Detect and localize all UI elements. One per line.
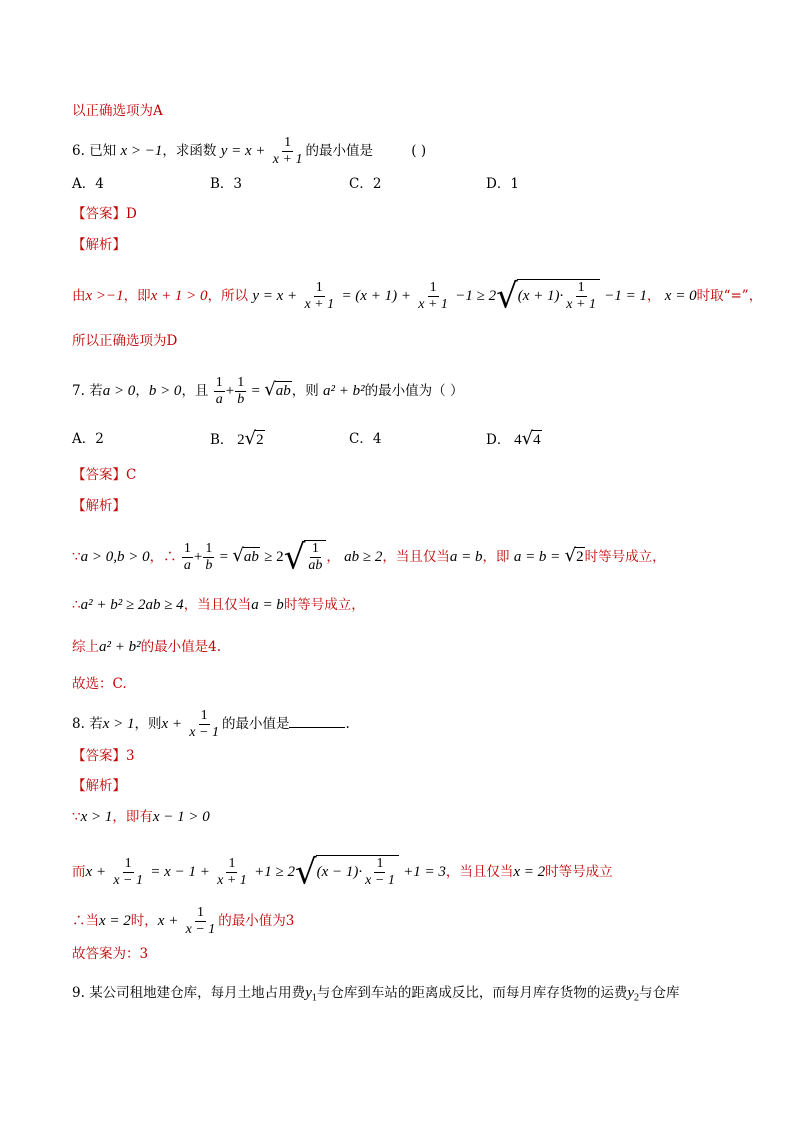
question-6: 6. 已知 x > −1，求函数 y = x + $\frac{1}{x + 1}$ 的最小值是 ( ) xyxy=(72,135,427,167)
option-b: B．3 xyxy=(210,176,243,192)
solution-7-line2: ∴a² + b² ≥ 2ab ≥ 4，当且仅当a = b时等号成立， xyxy=(72,597,365,613)
choice-7: 故选：C. xyxy=(72,676,127,692)
answer-statement: 以正确选项为A xyxy=(72,103,163,119)
solution-7-line1: ∵a > 0,b > 0，∴ $\frac{1}{a}$ + $\frac{1}{b}$ = √ab ≥ 2√ $\frac{1}{ab}$ ， ab ≥ 2，当且仅当a = b，即 a = b = √2时等号成立， xyxy=(72,537,666,578)
option-d: D． 4√4 xyxy=(486,428,541,449)
solution-8-line3: ∴当x = 2时，x + $\frac{1}{x - 1}$ 的最小值为3 xyxy=(72,905,295,937)
solution-6: 由x >−1，即x + 1 > 0，所以 y = x + $\frac{1}{x + 1}$ = (x + 1) + $\frac{1}{x + 1}$ −1 ≥ 2√(x + 1)· $\frac{1}{x + 1}$ −1 = 1， x = 0时取“=”， xyxy=(72,276,763,317)
analysis-label: 【解析】 xyxy=(72,778,126,794)
conclusion-6: 所以正确选项为D xyxy=(72,333,178,349)
question-7: 7. 若a > 0，b > 0，且 $\frac{1}{a}$ + $\frac{1}{b}$ = √ab，则 a² + b²的最小值为（ ） xyxy=(72,375,464,407)
question-9: 9. 某公司租地建仓库，每月土地占用费$y_1$与仓库到车站的距离成反比，而每月库存货物的运费$y_2$与仓库 xyxy=(72,985,680,1004)
question-number: 6. xyxy=(72,143,85,159)
analysis-label: 【解析】 xyxy=(72,237,126,253)
analysis-label: 【解析】 xyxy=(72,498,126,514)
answer-label: 【答案】D xyxy=(72,206,137,222)
option-a: A．2 xyxy=(72,431,104,447)
answer-8-final: 故答案为：3 xyxy=(72,946,149,962)
solution-8-line2: 而x + $\frac{1}{x - 1}$ = x − 1 + $\frac{1}{x + 1}$ +1 ≥ 2√(x − 1)· $\frac{1}{x - 1}$ +1 = 3，当且仅当x = 2时等号成立 xyxy=(72,852,613,893)
option-a: A．4 xyxy=(72,176,104,192)
option-c: C．2 xyxy=(349,176,382,192)
summary-7: 综上a² + b²的最小值是4. xyxy=(72,639,222,655)
solution-8-line1: ∵x > 1，即有x − 1 > 0 xyxy=(72,809,210,825)
option-b: B． 2√2 xyxy=(210,428,264,449)
question-8: 8. 若x > 1，则x + $\frac{1}{x - 1}$ 的最小值是 . xyxy=(72,708,350,740)
answer-blank xyxy=(289,713,345,728)
answer-label: 【答案】3 xyxy=(72,748,135,764)
option-c: C．4 xyxy=(349,431,382,447)
option-d: D．1 xyxy=(486,176,519,192)
answer-label: 【答案】C xyxy=(72,467,137,483)
fraction: $\frac{1}{x + 1}$ xyxy=(272,135,303,167)
